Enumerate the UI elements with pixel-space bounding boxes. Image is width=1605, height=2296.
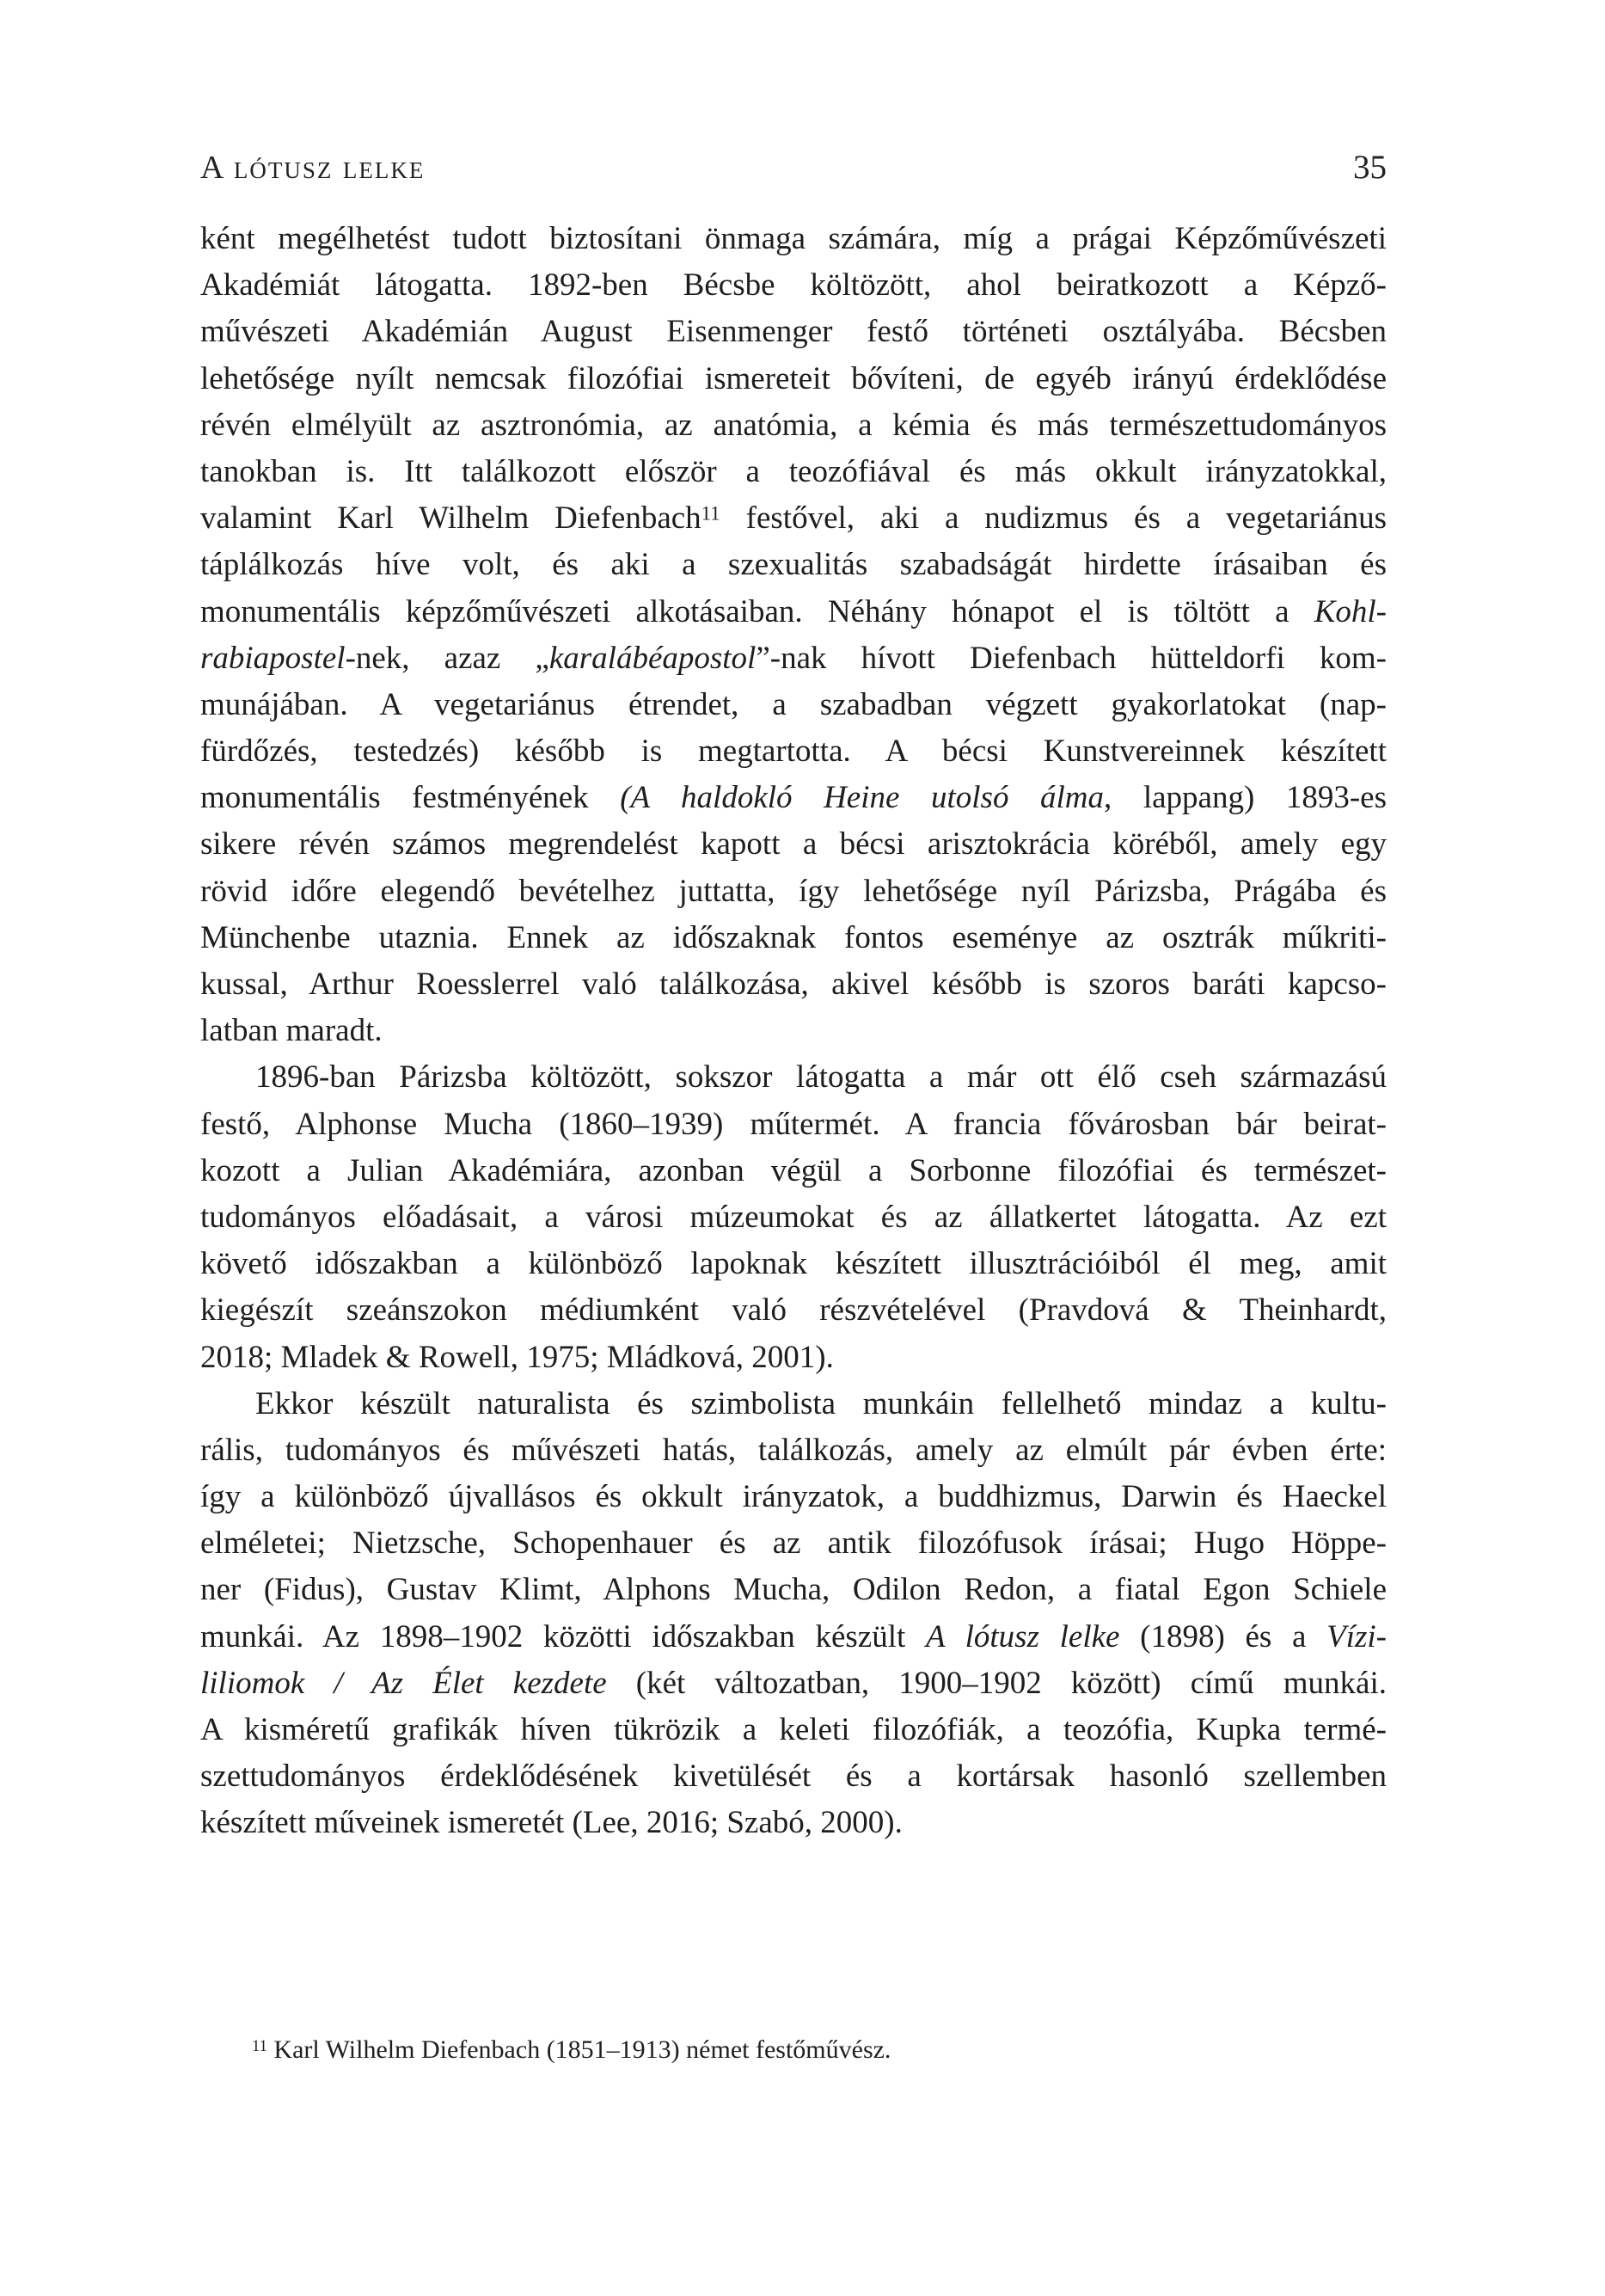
text-line <box>200 356 1387 402</box>
text-run: révén elmélyült az asztronómia, az anatómia, a kémia és más természettudományos <box>200 407 1387 443</box>
text-run: rabiapostel <box>200 640 346 676</box>
text-run: tudományos előadásait, a városi múzeumokat és az állatkertet látogatta. Az ezt <box>200 1199 1387 1235</box>
running-head <box>200 151 1387 184</box>
text-run: lehetősége nyílt nemcsak filozófiai ismereteit bővíteni, de egyéb irányú érdeklődése <box>200 360 1387 396</box>
footnote <box>200 2033 1387 2067</box>
text-run: 2018; Mladek & Rowell, 1975; Mládková, 2001). <box>200 1339 834 1375</box>
text-line <box>200 1335 1387 1381</box>
text-line <box>200 1753 1387 1800</box>
text-run: Karl Wilhelm Diefenbach (1851–1913) német festőművész. <box>266 2035 891 2064</box>
text-line <box>200 1054 1387 1101</box>
footnote-line <box>200 2033 1387 2067</box>
text-run: elméletei; Nietzsche, Schopenhauer és az antik filozófusok írásai; Hugo Höppe- <box>200 1526 1387 1562</box>
text-line <box>200 775 1387 821</box>
text-run: kozott a Julian Akadémiára, azonban végül a Sorbonne filozófiai és természet- <box>200 1152 1387 1188</box>
body-text <box>200 216 1387 1847</box>
text-line <box>200 1520 1387 1567</box>
text-run: rövid időre elegendő bevételhez juttatta, így lehetősége nyíl Párizsba, Prágába és <box>200 873 1387 909</box>
text-line <box>200 1008 1387 1054</box>
text-run: monumentális festményének <box>200 780 621 816</box>
text-line <box>200 402 1387 449</box>
text-line <box>200 821 1387 868</box>
text-run: liliomok / Az Élet kezdete <box>200 1665 607 1701</box>
text-run: tanokban is. Itt találkozott először a teozófiával és más okkult irányzatokkal, <box>200 453 1387 489</box>
text-run: művészeti Akadémián August Eisenmenger festő történeti osztályába. Bécsben <box>200 314 1387 350</box>
text-run: (két változatban, 1900–1902 között) című munkái. <box>606 1665 1387 1701</box>
text-line <box>200 1287 1387 1334</box>
text-run: monumentális képzőművészeti alkotásaiban. Néhány hónapot el is töltött a <box>200 593 1314 629</box>
text-run: latban maradt. <box>200 1013 383 1049</box>
text-line <box>200 869 1387 915</box>
text-run: (A haldokló Heine utolsó álma <box>620 780 1105 816</box>
text-run: így a különböző újvallásos és okkult irányzatok, a buddhizmus, Darwin és Haeckel <box>200 1479 1387 1515</box>
text-line <box>200 682 1387 728</box>
text-run: követő időszakban a különböző lapoknak készített illusztrációiból él meg, amit <box>200 1246 1387 1282</box>
text-line <box>200 542 1387 588</box>
text-run: kiegészít szeánszokon médiumként való részvételével (Pravdová & Theinhardt, <box>200 1292 1387 1329</box>
text-line <box>200 1194 1387 1241</box>
text-run: munkái. Az 1898–1902 közötti időszakban készült <box>200 1618 926 1654</box>
text-run: táplálkozás híve volt, és aki a szexualitás szabadságát hirdette írásaiban és <box>200 547 1387 583</box>
footnote-marker: 11 <box>701 502 720 525</box>
text-run: karalábéapostol <box>548 640 757 676</box>
text-run: Münchenbe utaznia. Ennek az időszaknak fontos eseménye az osztrák műkriti- <box>200 919 1387 955</box>
text-run: ként megélhetést tudott biztosítani önmaga számára, míg a prágai Képzőművészeti <box>200 221 1387 256</box>
footnote-marker: 11 <box>252 2037 267 2056</box>
text-run: ner (Fidus), Gustav Klimt, Alphons Mucha, Odilon Redon, a fiatal Egon Schiele <box>200 1572 1387 1608</box>
text-run: -nek, azaz „ <box>345 640 549 676</box>
text-run: szettudományos érdeklődésének kivetülését és a kortársak hasonló szellemben <box>200 1759 1387 1795</box>
text-run: készített műveinek ismeretét (Lee, 2016; Szabó, 2000). <box>200 1805 903 1841</box>
text-line <box>200 216 1387 262</box>
text-line <box>200 1800 1387 1846</box>
text-line <box>200 1474 1387 1520</box>
text-line <box>200 1241 1387 1287</box>
text-line <box>200 1427 1387 1474</box>
running-head-title: A lótusz lelke <box>200 150 426 186</box>
text-run: Kohl- <box>1314 593 1387 629</box>
text-run: Akadémiát látogatta. 1892-ben Bécsbe költözött, ahol beiratkozott a Képző- <box>200 267 1387 304</box>
text-run: fürdőzés, testedzés) később is megtartotta. A bécsi Kunstvereinnek készített <box>200 734 1387 770</box>
text-run: festővel, aki a nudizmus és a vegetariánus <box>720 500 1387 537</box>
text-run: munájában. A vegetariánus étrendet, a szabadban végzett gyakorlatokat (nap- <box>200 686 1387 722</box>
page-number: 35 <box>1353 149 1387 186</box>
text-run: Vízi- <box>1326 1618 1387 1654</box>
text-run: A lótusz lelke <box>925 1618 1120 1654</box>
text-line <box>200 1707 1387 1753</box>
text-run: ”-nak hívott Diefenbach hütteldorfi kom- <box>756 640 1387 676</box>
text-run: festő, Alphonse Mucha (1860–1939) műtermét. A francia fővárosban bár beirat- <box>200 1106 1387 1142</box>
text-line <box>200 1148 1387 1194</box>
text-line <box>200 1614 1387 1661</box>
text-line <box>200 1102 1387 1148</box>
text-run: kussal, Arthur Roesslerrel való találkozása, akivel később is szoros baráti kapcso- <box>200 967 1387 1002</box>
text-run: , lappang) 1893-es <box>1104 780 1387 816</box>
text-line <box>200 1567 1387 1613</box>
text-run: Ekkor készült naturalista és szimbolista munkáin fellelhető mindaz a kultu- <box>255 1385 1387 1421</box>
text-line <box>200 309 1387 355</box>
text-line <box>200 589 1387 635</box>
text-line <box>200 262 1387 309</box>
text-run: 1896-ban Párizsba költözött, sokszor látogatta a már ott élő cseh származású <box>255 1059 1387 1096</box>
text-run: (1898) és a <box>1119 1618 1327 1654</box>
text-line <box>200 1381 1387 1427</box>
text-run: sikere révén számos megrendelést kapott a bécsi arisztokrácia köréből, amely egy <box>200 826 1387 863</box>
text-line <box>200 1661 1387 1707</box>
text-line <box>200 961 1387 1008</box>
text-line <box>200 635 1387 682</box>
text-run: valamint Karl Wilhelm Diefenbach <box>200 500 701 537</box>
text-line <box>200 915 1387 961</box>
text-run: A kisméretű grafikák híven tükrözik a keleti filozófiák, a teozófia, Kupka termé- <box>200 1712 1387 1747</box>
text-line <box>200 728 1387 775</box>
text-run: rális, tudományos és művészeti hatás, találkozás, amely az elmúlt pár évben érte: <box>200 1432 1387 1468</box>
text-line <box>200 449 1387 495</box>
text-line <box>200 495 1387 542</box>
